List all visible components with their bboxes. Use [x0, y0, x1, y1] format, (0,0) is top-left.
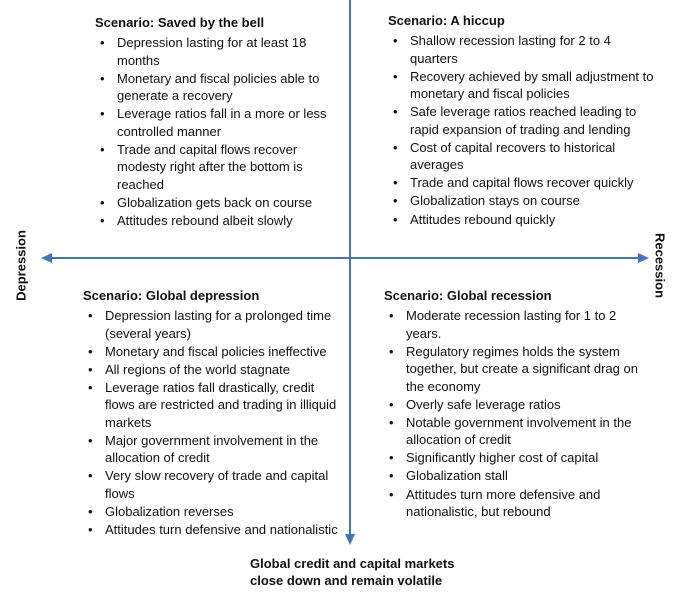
bullet-item: • Major government involvement in the allocation of credit: [83, 432, 345, 467]
bullet-list: [384, 307, 654, 521]
bullet-item: • Attitudes rebound quickly: [388, 211, 660, 229]
axis-label-bottom-line2: close down and remain volatile: [250, 573, 443, 588]
bullet-item: • Trade and capital flows recover modesty right after the bottom is reached: [95, 141, 340, 194]
bullet-item: • Overly safe leverage ratios: [384, 396, 654, 414]
bullet-item: • Trade and capital flows recover quickly: [388, 174, 660, 192]
bullet-item: • Attitudes turn defensive and nationalistic: [83, 521, 345, 539]
quadrant-global-recession: [384, 287, 654, 521]
bullet-item: • Monetary and fiscal policies able to generate a recovery: [95, 70, 340, 105]
bullet-item: • Globalization reverses: [83, 503, 345, 521]
bullet-item: • Notable government involvement in the allocation of credit: [384, 414, 654, 449]
bullet-list: [83, 307, 345, 539]
axis-label-depression: Depression: [13, 230, 29, 301]
quadrant-saved-by-the-bell: [95, 14, 340, 230]
bullet-list: [388, 32, 660, 228]
bullet-item: • Significantly higher cost of capital: [384, 449, 654, 467]
quadrant-a-hiccup: [388, 12, 660, 229]
down-arrowhead: [345, 534, 355, 545]
bullet-item: • Monetary and fiscal policies ineffective: [83, 343, 345, 361]
right-arrowhead: [638, 253, 649, 263]
quadrant-title: Scenario: Saved by the bell: [95, 15, 265, 30]
bullet-item: • Globalization stall: [384, 467, 654, 485]
bullet-item: • Regulatory regimes holds the system together, but create a significant drag on the economy: [384, 343, 654, 396]
quadrant-title: Scenario: A hiccup: [388, 13, 505, 28]
bullet-item: • Recovery achieved by small adjustment to monetary and fiscal policies: [388, 68, 660, 103]
left-arrowhead: [41, 253, 52, 263]
bullet-item: • Safe leverage ratios reached leading to rapid expansion of trading and lending: [388, 103, 660, 138]
quadrant-title: Scenario: Global depression: [83, 288, 260, 303]
bullet-item: • Very slow recovery of trade and capital flows: [83, 467, 345, 502]
quadrant-global-depression: [83, 287, 345, 539]
axis-label-bottom: [250, 555, 510, 589]
bullet-item: • Globalization gets back on course: [95, 194, 340, 212]
bullet-item: • Globalization stays on course: [388, 192, 660, 210]
bullet-item: • Shallow recession lasting for 2 to 4 quarters: [388, 32, 660, 67]
bullet-item: • Leverage ratios fall in a more or less controlled manner: [95, 105, 340, 140]
quadrant-title: Scenario: Global recession: [384, 288, 552, 303]
bullet-item: • Cost of capital recovers to historical averages: [388, 139, 660, 174]
axis-label-recession: Recession: [652, 232, 668, 299]
bullet-item: • All regions of the world stagnate: [83, 361, 345, 379]
axis-label-bottom-line1: Global credit and capital markets: [250, 556, 455, 571]
bullet-list: [95, 34, 340, 229]
bullet-item: • Attitudes turn more defensive and nationalistic, but rebound: [384, 486, 654, 521]
bullet-item: • Depression lasting for a prolonged time (several years): [83, 307, 345, 342]
bullet-item: • Attitudes rebound albeit slowly: [95, 212, 340, 230]
bullet-item: • Leverage ratios fall drastically, credit flows are restricted and trading in illiquid markets: [83, 379, 345, 432]
bullet-item: • Depression lasting for at least 18 months: [95, 34, 340, 69]
bullet-item: • Moderate recession lasting for 1 to 2 years.: [384, 307, 654, 342]
